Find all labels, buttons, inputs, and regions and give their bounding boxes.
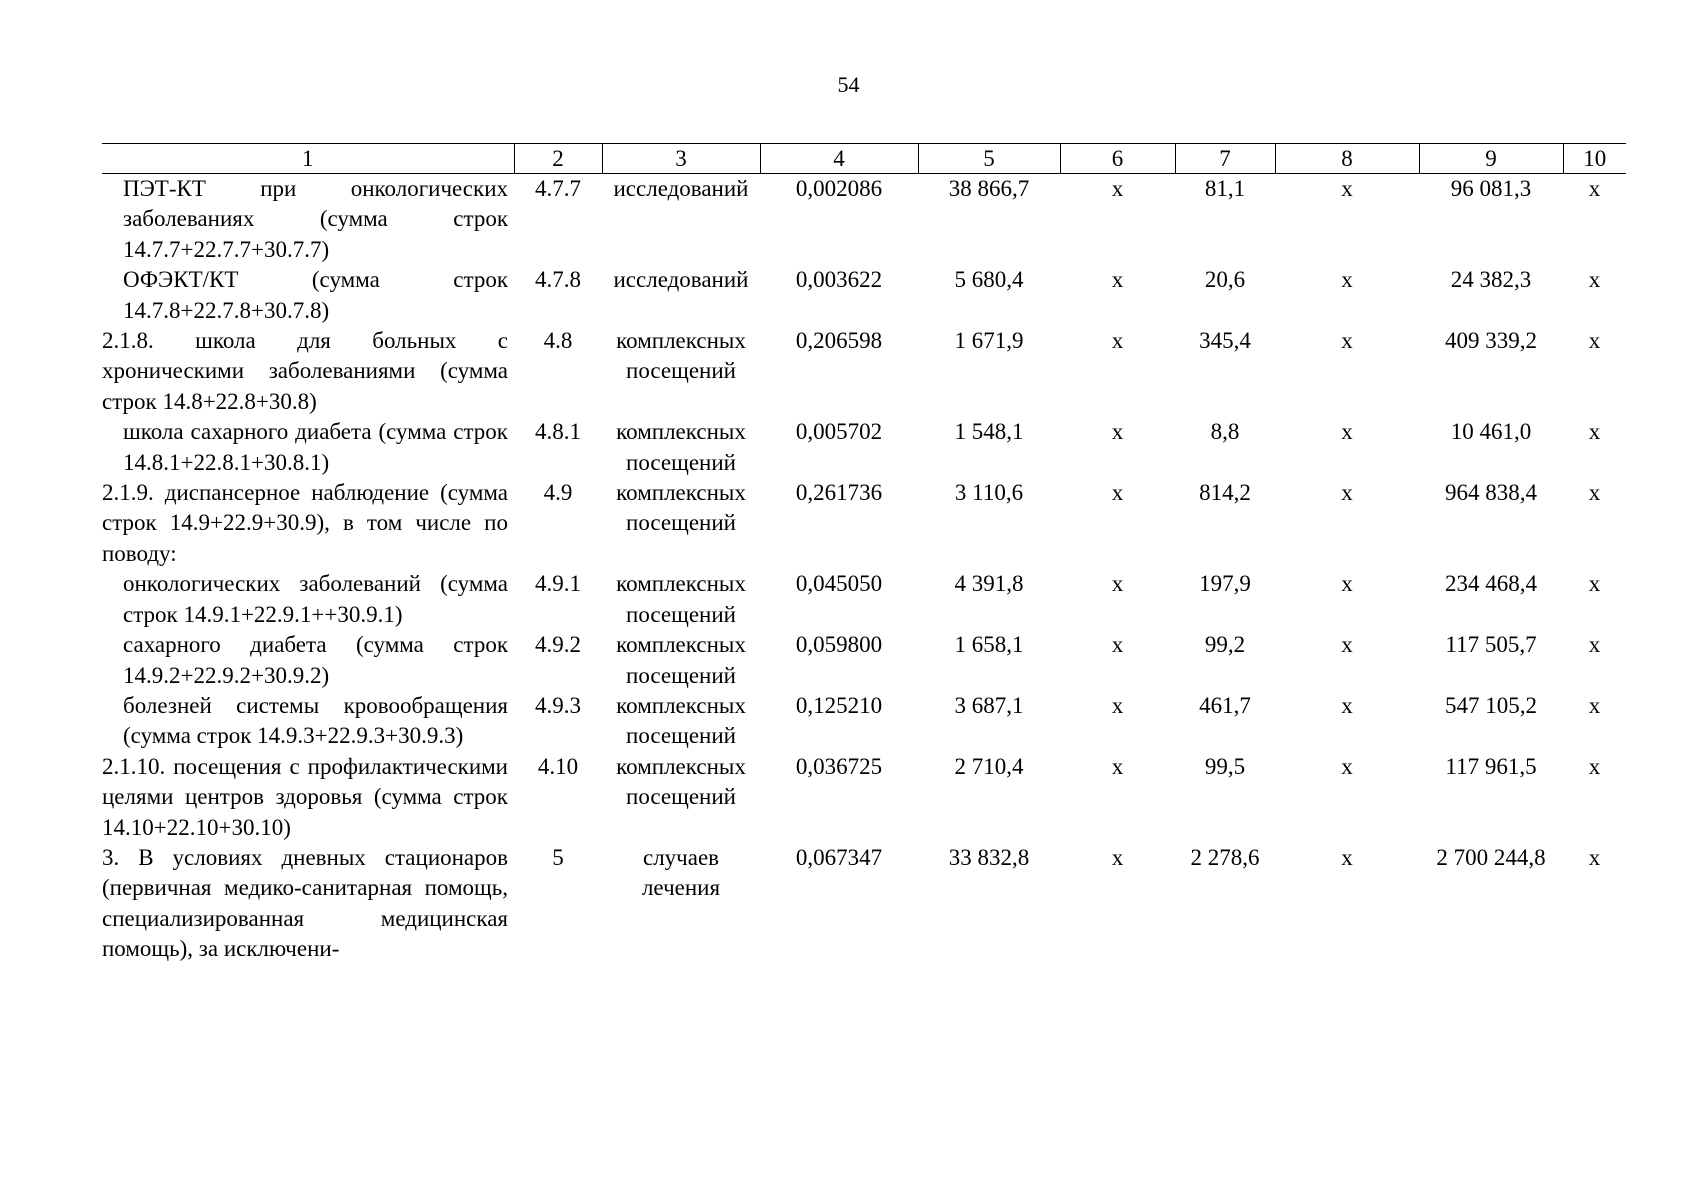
data-table <box>102 143 1626 965</box>
column-header-10: 10 <box>1563 144 1626 174</box>
row-c5: 1 548,1 <box>954 419 1024 445</box>
column-header-9: 9 <box>1419 144 1563 174</box>
row-c6: х <box>1111 571 1124 597</box>
row-unit-text: комплексных посещений <box>616 419 746 475</box>
row-c4: 0,005702 <box>795 419 883 445</box>
row-c6: х <box>1111 267 1124 293</box>
row-name-cell <box>102 843 514 965</box>
row-c5: 3 687,1 <box>954 692 1024 718</box>
row-c7: 814,2 <box>1199 480 1251 506</box>
row-c5: 33 832,8 <box>948 844 1030 870</box>
table-body <box>102 174 1626 965</box>
row-c10: х <box>1588 571 1601 597</box>
row-c9: 117 961,5 <box>1445 753 1537 779</box>
column-header-1: 1 <box>102 144 514 174</box>
row-unit <box>602 265 760 326</box>
table-row <box>102 569 1626 630</box>
table-row <box>102 630 1626 691</box>
row-c9: 964 838,4 <box>1445 480 1537 506</box>
row-c10: х <box>1588 419 1601 445</box>
row-c10: х <box>1588 176 1601 201</box>
row-name-cell <box>102 691 514 752</box>
column-header-8: 8 <box>1275 144 1419 174</box>
row-name: 3. В условиях дневных стационаров (первичная медико-санитарная помощь, специализированная медицинская помощь), за исключени- <box>102 844 508 962</box>
table-row <box>102 691 1626 752</box>
row-c4: 0,059800 <box>795 632 883 658</box>
row-unit-text: комплексных посещений <box>616 571 746 627</box>
row-c6: х <box>1111 844 1124 870</box>
row-c5: 1 671,9 <box>954 328 1024 354</box>
row-c10: х <box>1588 480 1601 506</box>
row-name-cell <box>102 174 514 266</box>
row-c4: 0,045050 <box>795 571 883 597</box>
row-unit <box>602 630 760 691</box>
row-unit <box>602 752 760 843</box>
row-unit <box>602 691 760 752</box>
row-name-cell <box>102 569 514 630</box>
row-c4: 0,036725 <box>795 753 883 779</box>
row-c9: 96 081,3 <box>1450 176 1532 201</box>
row-name-cell <box>102 630 514 691</box>
row-c8: х <box>1341 571 1353 597</box>
row-unit-text: исследований <box>613 267 749 293</box>
row-c5: 2 710,4 <box>954 753 1024 779</box>
row-code: 4.9.3 <box>535 692 581 718</box>
row-c6: х <box>1111 692 1124 718</box>
row-c6: х <box>1111 419 1124 445</box>
row-unit <box>602 843 760 965</box>
column-header-6: 6 <box>1060 144 1175 174</box>
row-code: 4.9.2 <box>535 632 581 658</box>
row-c8: х <box>1341 419 1353 445</box>
row-c5: 1 658,1 <box>954 632 1024 658</box>
row-c4: 0,067347 <box>795 844 883 870</box>
row-c6: х <box>1111 632 1124 658</box>
table-row <box>102 326 1626 417</box>
row-c4: 0,003622 <box>795 267 883 293</box>
row-name-cell <box>102 265 514 326</box>
row-c7: 20,6 <box>1204 267 1246 293</box>
row-name-cell <box>102 417 514 478</box>
row-unit <box>602 174 760 266</box>
row-unit-text: комплексных посещений <box>616 328 746 384</box>
table-row <box>102 478 1626 569</box>
row-name-cell <box>102 326 514 417</box>
row-unit <box>602 326 760 417</box>
row-unit-text: комплексных посещений <box>616 632 746 688</box>
row-c8: х <box>1341 753 1353 779</box>
row-c8: х <box>1341 480 1353 506</box>
row-c9: 234 468,4 <box>1445 571 1537 597</box>
row-code: 4.10 <box>537 753 579 779</box>
row-unit-text: исследований <box>613 176 749 201</box>
row-c8: х <box>1341 844 1353 870</box>
row-c8: х <box>1341 176 1353 201</box>
table-row <box>102 417 1626 478</box>
row-name: школа сахарного диабета (сумма строк 14.8.1+22.8.1+30.8.1) <box>123 419 508 475</box>
row-code: 5 <box>552 844 564 870</box>
row-c4: 0,002086 <box>795 176 883 201</box>
column-number-row <box>102 144 1626 174</box>
row-code: 4.8 <box>543 328 573 354</box>
row-c5: 4 391,8 <box>954 571 1024 597</box>
row-c7: 197,9 <box>1199 571 1251 597</box>
row-c7: 8,8 <box>1210 419 1240 445</box>
row-c9: 547 105,2 <box>1445 692 1537 718</box>
row-c8: х <box>1341 267 1353 293</box>
row-name: ОФЭКТ/КТ (сумма строк 14.7.8+22.7.8+30.7.8) <box>123 267 508 323</box>
row-c4: 0,125210 <box>795 692 883 718</box>
row-c6: х <box>1111 753 1124 779</box>
row-unit <box>602 569 760 630</box>
row-c9: 24 382,3 <box>1450 267 1532 293</box>
row-c9: 10 461,0 <box>1450 419 1532 445</box>
row-name: 2.1.9. диспансерное наблюдение (сумма строк 14.9+22.9+30.9), в том числе по поводу: <box>102 480 508 566</box>
column-header-7: 7 <box>1175 144 1275 174</box>
row-c5: 3 110,6 <box>954 480 1024 506</box>
row-c6: х <box>1111 328 1124 354</box>
row-name: сахарного диабета (сумма строк 14.9.2+22.9.2+30.9.2) <box>123 632 508 688</box>
row-name: ПЭТ-КТ при онкологических заболеваниях (сумма строк 14.7.7+22.7.7+30.7.7) <box>123 176 508 262</box>
row-c5: 38 866,7 <box>948 176 1030 201</box>
row-c9: 2 700 244,8 <box>1436 844 1546 870</box>
row-c6: х <box>1111 176 1124 201</box>
column-header-2: 2 <box>514 144 602 174</box>
table-row <box>102 843 1626 965</box>
row-c8: х <box>1341 632 1353 658</box>
row-name: болезней системы кровообращения (сумма строк 14.9.3+22.9.3+30.9.3) <box>123 692 508 749</box>
row-c10: х <box>1588 632 1601 658</box>
table-row <box>102 265 1626 326</box>
row-c9: 117 505,7 <box>1445 632 1537 658</box>
row-c7: 461,7 <box>1199 692 1251 718</box>
row-c6: х <box>1111 480 1124 506</box>
row-c4: 0,261736 <box>795 480 883 506</box>
row-c5: 5 680,4 <box>954 267 1024 293</box>
row-name: 2.1.8. школа для больных с хроническими заболеваниями (сумма строк 14.8+22.8+30.8) <box>102 328 508 414</box>
row-name: 2.1.10. посещения с профилактическими целями центров здоровья (сумма строк 14.10+22.10+30.10) <box>102 753 508 840</box>
row-code: 4.8.1 <box>535 419 581 445</box>
column-header-4: 4 <box>760 144 918 174</box>
row-code: 4.9.1 <box>535 571 581 597</box>
row-c7: 2 278,6 <box>1190 844 1260 870</box>
row-c7: 99,2 <box>1204 632 1246 658</box>
row-unit <box>602 417 760 478</box>
page-number: 54 <box>837 72 860 97</box>
row-name-cell <box>102 752 514 843</box>
row-unit <box>602 478 760 569</box>
row-name: онкологических заболеваний (сумма строк 14.9.1+22.9.1++30.9.1) <box>123 571 508 627</box>
row-c8: х <box>1341 692 1353 718</box>
table-row <box>102 174 1626 266</box>
row-code: 4.7.7 <box>535 176 581 201</box>
row-unit-text: комплексных посещений <box>616 480 746 536</box>
table-row <box>102 752 1626 843</box>
row-c10: х <box>1588 328 1601 354</box>
row-c10: х <box>1588 844 1601 870</box>
row-c10: х <box>1588 753 1601 779</box>
row-code: 4.7.8 <box>535 267 581 293</box>
row-c7: 81,1 <box>1204 176 1246 201</box>
row-c7: 99,5 <box>1204 753 1246 779</box>
row-unit-text: случаев лечения <box>641 844 721 901</box>
row-name-cell <box>102 478 514 569</box>
column-header-3: 3 <box>602 144 760 174</box>
row-unit-text: комплексных посещений <box>616 692 746 749</box>
row-c7: 345,4 <box>1199 328 1251 354</box>
row-c4: 0,206598 <box>795 328 883 354</box>
row-c10: х <box>1588 692 1601 718</box>
column-header-5: 5 <box>918 144 1060 174</box>
row-c8: х <box>1341 328 1353 354</box>
row-c9: 409 339,2 <box>1445 328 1537 354</box>
row-c10: х <box>1588 267 1601 293</box>
row-code: 4.9 <box>543 480 573 506</box>
row-unit-text: комплексных посещений <box>616 753 746 810</box>
